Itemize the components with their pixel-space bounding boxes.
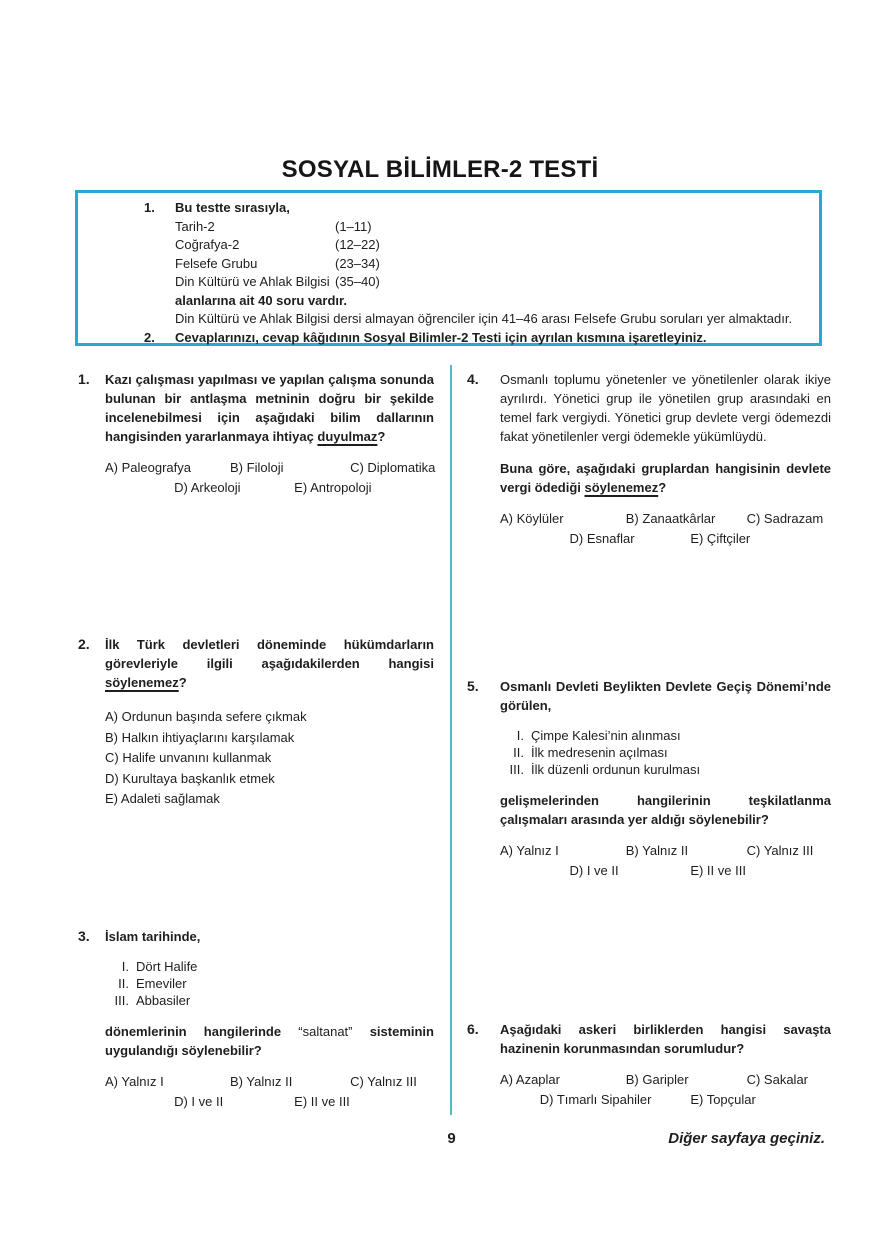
question-3 bbox=[78, 927, 434, 1111]
options-row bbox=[500, 509, 831, 528]
option-b: B) Yalnız II bbox=[230, 1074, 293, 1089]
subject-name: Tarih-2 bbox=[175, 218, 215, 234]
question-stem: Aşağıdaki askeri birliklerden hangisi savaşta hazinenin korunmasından sorumludur? bbox=[500, 1022, 831, 1056]
question-stem: Kazı çalışması yapılması ve yapılan çalışma sonunda bulunan bir antlaşma metninin doğru bir şekilde incelenebilmesi için aşağıdaki bilim dallarının hangisinden yararlanmaya ihtiyaç duyulmaz? bbox=[105, 372, 434, 444]
option-c: C) Halife unvanını kullanmak bbox=[105, 750, 272, 765]
question-6 bbox=[467, 1020, 831, 1109]
options-row bbox=[105, 458, 434, 477]
instruction-item-1 bbox=[78, 199, 819, 329]
underlined-keyword: söylenemez bbox=[584, 480, 659, 495]
quoted-term: “saltanat” bbox=[298, 1024, 353, 1039]
option-e: E) II ve III bbox=[294, 1094, 350, 1109]
subject-range: (12–22) bbox=[335, 237, 380, 252]
roman-numeral: I. bbox=[121, 959, 129, 974]
subject-row bbox=[175, 218, 805, 237]
option-c: C) Diplomatika bbox=[350, 460, 436, 475]
option-d: D) Esnaflar bbox=[569, 531, 635, 546]
question-stem: İlk Türk devletleri döneminde hükümdarların görevleriyle ilgili aşağıdakilerden hangisi söylenemez? bbox=[105, 637, 434, 690]
option-c: C) Sakalar bbox=[746, 1072, 809, 1087]
question-4 bbox=[467, 370, 831, 548]
subject-row bbox=[175, 255, 805, 274]
question-stem: dönemlerinin hangilerinde “saltanat” sisteminin uygulandığı söylenebilir? bbox=[105, 1024, 434, 1058]
instruction-item-number: 1. bbox=[144, 200, 155, 215]
options-row bbox=[500, 861, 831, 880]
column-divider bbox=[450, 365, 452, 1115]
option-a: A) Paleografya bbox=[105, 460, 191, 475]
page-number: 9 bbox=[447, 1130, 456, 1147]
instruction-intro: Bu testte sırasıyla, bbox=[175, 200, 290, 215]
option-c: C) Yalnız III bbox=[746, 843, 814, 858]
question-number: 6. bbox=[467, 1021, 479, 1037]
options-row bbox=[105, 1072, 434, 1091]
subject-name: Din Kültürü ve Ahlak Bilgisi bbox=[175, 274, 330, 289]
question-number: 4. bbox=[467, 371, 479, 387]
subject-range: (35–40) bbox=[335, 274, 380, 289]
instruction-text: Cevaplarınızı, cevap kâğıdının Sosyal Bilimler-2 Testi için ayrılan kısmına işaretleyiniz. bbox=[175, 329, 707, 345]
option-d: D) Arkeoloji bbox=[174, 480, 241, 495]
question-1 bbox=[78, 370, 434, 497]
question-number: 5. bbox=[467, 678, 479, 694]
subject-range: (1–11) bbox=[335, 218, 372, 234]
roman-item: I. Çimpe Kalesi’nin alınması bbox=[500, 727, 831, 744]
question-stem: gelişmelerinden hangilerinin teşkilatlanma çalışmaları arasında yer aldığı söylenebilir? bbox=[500, 793, 831, 827]
option-e: E) Antropoloji bbox=[294, 480, 372, 495]
subject-row bbox=[175, 273, 805, 292]
roman-list bbox=[105, 958, 434, 1009]
options-row bbox=[500, 841, 831, 860]
options-row bbox=[105, 478, 434, 497]
option-a: A) Yalnız I bbox=[105, 1074, 164, 1089]
underlined-keyword: söylenemez bbox=[105, 675, 179, 690]
question-2 bbox=[78, 635, 434, 808]
option-a: A) Yalnız I bbox=[500, 843, 559, 858]
instruction-item-number: 2. bbox=[144, 329, 155, 345]
option-e: E) Adaleti sağlamak bbox=[105, 791, 220, 806]
option-a: A) Köylüler bbox=[500, 511, 564, 526]
option-e: E) Çiftçiler bbox=[690, 531, 751, 546]
roman-list bbox=[500, 727, 831, 778]
instruction-item-2 bbox=[78, 329, 819, 348]
roman-item: III. Abbasiler bbox=[105, 992, 434, 1009]
test-title: SOSYAL BİLİMLER-2 TESTİ bbox=[281, 156, 599, 183]
option-b: B) Garipler bbox=[625, 1072, 689, 1087]
question-stem-intro: Osmanlı Devleti Beylikten Devlete Geçiş Dönemi’nde görülen, bbox=[500, 679, 831, 713]
options-row bbox=[105, 1092, 434, 1111]
question-stem-intro: İslam tarihinde, bbox=[105, 929, 201, 944]
option-a: A) Azaplar bbox=[500, 1072, 560, 1087]
instruction-note: Din Kültürü ve Ahlak Bilgisi dersi almayan öğrenciler için 41–46 arası Felsefe Grubu soruları yer almaktadır. bbox=[175, 311, 793, 326]
option-c: C) Yalnız III bbox=[350, 1074, 417, 1089]
options-row bbox=[500, 1070, 831, 1089]
roman-item: I. Dört Halife bbox=[105, 958, 434, 975]
page-footer bbox=[78, 1130, 825, 1152]
options-row bbox=[500, 1090, 831, 1109]
roman-numeral: I. bbox=[516, 728, 524, 743]
question-number: 1. bbox=[78, 371, 90, 387]
options-list bbox=[105, 707, 434, 808]
subject-name: Felsefe Grubu bbox=[175, 255, 258, 271]
roman-item: II. İlk medresenin açılması bbox=[500, 744, 831, 761]
subject-row bbox=[175, 236, 805, 255]
option-d: D) Tımarlı Sipahiler bbox=[539, 1092, 652, 1107]
option-d: D) Kurultaya başkanlık etmek bbox=[105, 770, 275, 786]
option-b: B) Filoloji bbox=[230, 460, 284, 475]
option-e: E) Topçular bbox=[690, 1092, 756, 1107]
question-stem: Buna göre, aşağıdaki gruplardan hangisinin devlete vergi ödediği söylenemez? bbox=[500, 461, 831, 495]
option-c: C) Sadrazam bbox=[746, 511, 824, 526]
question-number: 3. bbox=[78, 928, 90, 944]
option-d: D) I ve II bbox=[174, 1094, 224, 1109]
question-paragraph: Osmanlı toplumu yönetenler ve yönetilenler olarak ikiye ayrılırdı. Yönetici grup ile yönetilen grup arasındaki en temel fark vergiydi. Yönetici grup devlete vergi ödemezdi fakat yönetilenler vergi ödemekle yükümlüydü. bbox=[500, 372, 831, 444]
roman-item: III. İlk düzenli ordunun kurulması bbox=[500, 761, 831, 778]
option-b: B) Halkın ihtiyaçlarını karşılamak bbox=[105, 729, 295, 745]
option-b: B) Zanaatkârlar bbox=[625, 511, 716, 526]
option-e: E) II ve III bbox=[690, 863, 746, 878]
roman-numeral: II. bbox=[513, 745, 524, 760]
instruction-outro: alanlarına ait 40 soru vardır. bbox=[175, 292, 347, 308]
subject-name: Coğrafya-2 bbox=[175, 237, 240, 252]
question-5 bbox=[467, 677, 831, 880]
options-row bbox=[500, 529, 831, 548]
option-d: D) I ve II bbox=[569, 863, 619, 878]
option-b: B) Yalnız II bbox=[625, 843, 689, 858]
roman-item: II. Emeviler bbox=[105, 975, 434, 992]
roman-numeral: II. bbox=[118, 976, 129, 991]
subject-range: (23–34) bbox=[335, 255, 380, 271]
option-a: A) Ordunun başında sefere çıkmak bbox=[105, 709, 307, 724]
roman-numeral: III. bbox=[509, 762, 524, 777]
next-page-note: Diğer sayfaya geçiniz. bbox=[668, 1130, 825, 1147]
underlined-keyword: duyulmaz bbox=[317, 429, 378, 444]
question-number: 2. bbox=[78, 636, 90, 652]
instruction-box bbox=[75, 190, 822, 346]
roman-numeral: III. bbox=[114, 993, 129, 1008]
